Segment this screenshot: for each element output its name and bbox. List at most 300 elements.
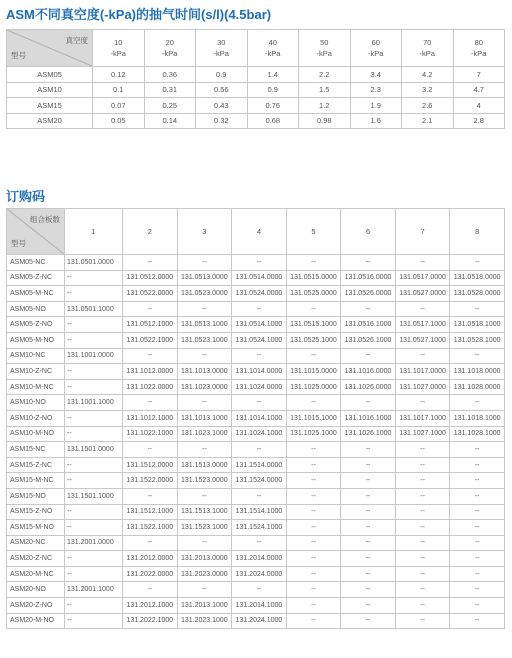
value-cell: -- bbox=[286, 473, 341, 489]
table-row bbox=[7, 113, 505, 129]
value-cell: 1.2 bbox=[299, 98, 351, 114]
value-cell: -- bbox=[450, 301, 505, 317]
value-cell: -- bbox=[450, 488, 505, 504]
value-cell: -- bbox=[65, 332, 123, 348]
value-cell: -- bbox=[395, 566, 450, 582]
column-header: 8 bbox=[450, 209, 505, 255]
value-cell: -- bbox=[450, 348, 505, 364]
value-cell: -- bbox=[341, 535, 396, 551]
table-row bbox=[7, 457, 505, 473]
model-cell: ASM05 bbox=[7, 67, 93, 83]
column-header: 6 bbox=[341, 209, 396, 255]
value-cell: 0.98 bbox=[299, 113, 351, 129]
corner-column-label: 组合板数 bbox=[30, 215, 60, 224]
value-cell: 131.2013.0000 bbox=[177, 551, 232, 567]
value-cell: -- bbox=[450, 566, 505, 582]
value-cell: -- bbox=[65, 286, 123, 302]
value-cell: 131.1015.0000 bbox=[286, 364, 341, 380]
value-cell: -- bbox=[123, 301, 178, 317]
value-cell: -- bbox=[286, 395, 341, 411]
value-cell: -- bbox=[341, 504, 396, 520]
value-cell: -- bbox=[395, 613, 450, 629]
value-cell: -- bbox=[65, 410, 123, 426]
value-cell: -- bbox=[450, 598, 505, 614]
value-cell: -- bbox=[65, 520, 123, 536]
value-cell: 131.1513.0000 bbox=[177, 457, 232, 473]
value-cell: 131.0525.1000 bbox=[286, 332, 341, 348]
model-cell: ASM20-Z-NO bbox=[7, 598, 65, 614]
table-row bbox=[7, 286, 505, 302]
value-cell: -- bbox=[177, 348, 232, 364]
value-cell: -- bbox=[286, 348, 341, 364]
column-header: 7 bbox=[395, 209, 450, 255]
column-header: 50 -kPa bbox=[299, 30, 351, 67]
value-cell: 131.1022.1000 bbox=[123, 426, 178, 442]
value-cell: 131.0501.0000 bbox=[65, 255, 123, 271]
value-cell: -- bbox=[450, 504, 505, 520]
value-cell: 131.1023.0000 bbox=[177, 379, 232, 395]
column-header: 30 -kPa bbox=[196, 30, 248, 67]
model-cell: ASM10-NC bbox=[7, 348, 65, 364]
value-cell: 131.0517.1000 bbox=[395, 317, 450, 333]
value-cell: -- bbox=[65, 566, 123, 582]
value-cell: -- bbox=[232, 255, 287, 271]
value-cell: 3.4 bbox=[350, 67, 402, 83]
value-cell: 131.1001.0000 bbox=[65, 348, 123, 364]
value-cell: -- bbox=[286, 582, 341, 598]
value-cell: 131.0524.1000 bbox=[232, 332, 287, 348]
table-row bbox=[7, 67, 505, 83]
value-cell: -- bbox=[286, 535, 341, 551]
value-cell: 131.1023.1000 bbox=[177, 426, 232, 442]
value-cell: -- bbox=[395, 488, 450, 504]
value-cell: -- bbox=[341, 598, 396, 614]
value-cell: -- bbox=[395, 395, 450, 411]
value-cell: 131.1024.0000 bbox=[232, 379, 287, 395]
value-cell: -- bbox=[450, 582, 505, 598]
value-cell: 131.1001.1000 bbox=[65, 395, 123, 411]
table-row bbox=[7, 473, 505, 489]
model-cell: ASM15-NO bbox=[7, 488, 65, 504]
model-cell: ASM05-M-NC bbox=[7, 286, 65, 302]
model-cell: ASM10-NO bbox=[7, 395, 65, 411]
model-cell: ASM10-M-NC bbox=[7, 379, 65, 395]
value-cell: 131.0518.1000 bbox=[450, 317, 505, 333]
value-cell: -- bbox=[65, 504, 123, 520]
value-cell: 2.1 bbox=[402, 113, 454, 129]
value-cell: -- bbox=[177, 488, 232, 504]
value-cell: 131.0512.1000 bbox=[123, 317, 178, 333]
order-code-table bbox=[6, 208, 505, 629]
value-cell: -- bbox=[123, 395, 178, 411]
value-cell: 131.1017.1000 bbox=[395, 410, 450, 426]
model-cell: ASM20-NO bbox=[7, 582, 65, 598]
value-cell: 131.0528.1000 bbox=[450, 332, 505, 348]
value-cell: 131.2014.0000 bbox=[232, 551, 287, 567]
value-cell: 131.1025.1000 bbox=[286, 426, 341, 442]
value-cell: 131.0524.0000 bbox=[232, 286, 287, 302]
value-cell: 131.1522.1000 bbox=[123, 520, 178, 536]
value-cell: 0.76 bbox=[247, 98, 299, 114]
value-cell: -- bbox=[177, 535, 232, 551]
table-row bbox=[7, 410, 505, 426]
value-cell: 0.32 bbox=[196, 113, 248, 129]
value-cell: 131.0527.0000 bbox=[395, 286, 450, 302]
value-cell: -- bbox=[177, 395, 232, 411]
value-cell: 131.1026.1000 bbox=[341, 426, 396, 442]
value-cell: -- bbox=[232, 301, 287, 317]
value-cell: 2.3 bbox=[350, 82, 402, 98]
value-cell: -- bbox=[341, 255, 396, 271]
table-row bbox=[7, 598, 505, 614]
value-cell: 131.1015.1000 bbox=[286, 410, 341, 426]
value-cell: -- bbox=[65, 317, 123, 333]
value-cell: -- bbox=[65, 270, 123, 286]
value-cell: 131.2001.0000 bbox=[65, 535, 123, 551]
table-header-row bbox=[7, 30, 505, 67]
value-cell: 131.1514.0000 bbox=[232, 457, 287, 473]
value-cell: 0.31 bbox=[144, 82, 196, 98]
value-cell: -- bbox=[341, 457, 396, 473]
value-cell: 131.1027.0000 bbox=[395, 379, 450, 395]
value-cell: -- bbox=[395, 473, 450, 489]
value-cell: 131.1513.1000 bbox=[177, 504, 232, 520]
value-cell: 0.9 bbox=[196, 67, 248, 83]
model-cell: ASM10 bbox=[7, 82, 93, 98]
value-cell: 2.2 bbox=[299, 67, 351, 83]
value-cell: -- bbox=[123, 488, 178, 504]
value-cell: 131.0522.0000 bbox=[123, 286, 178, 302]
section-title-evacuation-time: ASM不同真空度(-kPa)的抽气时间(s/l)(4.5bar) bbox=[6, 7, 272, 22]
table-row bbox=[7, 270, 505, 286]
model-cell: ASM05-Z-NC bbox=[7, 270, 65, 286]
value-cell: 131.0522.1000 bbox=[123, 332, 178, 348]
table-row bbox=[7, 364, 505, 380]
value-cell: 4.2 bbox=[402, 67, 454, 83]
value-cell: -- bbox=[395, 504, 450, 520]
corner-row-label: 型号 bbox=[11, 239, 26, 248]
value-cell: -- bbox=[395, 301, 450, 317]
value-cell: -- bbox=[450, 395, 505, 411]
value-cell: 131.1017.0000 bbox=[395, 364, 450, 380]
value-cell: -- bbox=[341, 395, 396, 411]
model-cell: ASM15-M-NO bbox=[7, 520, 65, 536]
model-cell: ASM05-M-NO bbox=[7, 332, 65, 348]
value-cell: 131.1013.0000 bbox=[177, 364, 232, 380]
value-cell: -- bbox=[65, 598, 123, 614]
value-cell: -- bbox=[286, 301, 341, 317]
value-cell: -- bbox=[65, 613, 123, 629]
value-cell: 131.0523.0000 bbox=[177, 286, 232, 302]
column-header: 60 -kPa bbox=[350, 30, 402, 67]
value-cell: -- bbox=[341, 551, 396, 567]
table-row bbox=[7, 395, 505, 411]
value-cell: 131.0501.1000 bbox=[65, 301, 123, 317]
table-row bbox=[7, 551, 505, 567]
value-cell: -- bbox=[341, 582, 396, 598]
value-cell: -- bbox=[450, 473, 505, 489]
value-cell: -- bbox=[450, 442, 505, 458]
model-cell: ASM15-NC bbox=[7, 442, 65, 458]
value-cell: -- bbox=[450, 535, 505, 551]
value-cell: -- bbox=[450, 457, 505, 473]
value-cell: 0.9 bbox=[247, 82, 299, 98]
value-cell: 131.1523.1000 bbox=[177, 520, 232, 536]
value-cell: -- bbox=[341, 301, 396, 317]
value-cell: 131.2024.0000 bbox=[232, 566, 287, 582]
value-cell: 131.1028.0000 bbox=[450, 379, 505, 395]
value-cell: -- bbox=[341, 442, 396, 458]
value-cell: -- bbox=[123, 348, 178, 364]
value-cell: -- bbox=[341, 348, 396, 364]
value-cell: -- bbox=[395, 442, 450, 458]
value-cell: 131.2013.1000 bbox=[177, 598, 232, 614]
value-cell: 131.2024.1000 bbox=[232, 613, 287, 629]
value-cell: -- bbox=[286, 551, 341, 567]
value-cell: -- bbox=[395, 255, 450, 271]
value-cell: 131.1013.1000 bbox=[177, 410, 232, 426]
value-cell: -- bbox=[450, 255, 505, 271]
value-cell: -- bbox=[65, 364, 123, 380]
column-header: 1 bbox=[65, 209, 123, 255]
table-row bbox=[7, 317, 505, 333]
value-cell: 1.6 bbox=[350, 113, 402, 129]
value-cell: -- bbox=[232, 348, 287, 364]
value-cell: -- bbox=[232, 488, 287, 504]
value-cell: 1.4 bbox=[247, 67, 299, 83]
value-cell: -- bbox=[450, 551, 505, 567]
value-cell: -- bbox=[286, 442, 341, 458]
model-cell: ASM20-Z-NC bbox=[7, 551, 65, 567]
table-row bbox=[7, 613, 505, 629]
value-cell: -- bbox=[177, 255, 232, 271]
value-cell: -- bbox=[65, 473, 123, 489]
value-cell: 0.05 bbox=[93, 113, 145, 129]
value-cell: -- bbox=[341, 520, 396, 536]
value-cell: 0.43 bbox=[196, 98, 248, 114]
evacuation-time-table bbox=[6, 29, 505, 129]
value-cell: 4 bbox=[453, 98, 505, 114]
value-cell: 131.1018.1000 bbox=[450, 410, 505, 426]
table-row bbox=[7, 504, 505, 520]
value-cell: 4.7 bbox=[453, 82, 505, 98]
model-cell: ASM20 bbox=[7, 113, 93, 129]
table-row bbox=[7, 566, 505, 582]
table-row bbox=[7, 520, 505, 536]
value-cell: 1.5 bbox=[299, 82, 351, 98]
corner-header-cell bbox=[7, 209, 65, 255]
value-cell: 131.1022.0000 bbox=[123, 379, 178, 395]
value-cell: 131.2012.1000 bbox=[123, 598, 178, 614]
value-cell: 131.1016.0000 bbox=[341, 364, 396, 380]
value-cell: 131.1016.1000 bbox=[341, 410, 396, 426]
value-cell: 131.0513.1000 bbox=[177, 317, 232, 333]
model-cell: ASM15-M-NC bbox=[7, 473, 65, 489]
corner-column-label: 真空度 bbox=[65, 36, 88, 45]
value-cell: 131.1512.0000 bbox=[123, 457, 178, 473]
value-cell: 0.25 bbox=[144, 98, 196, 114]
model-cell: ASM20-NC bbox=[7, 535, 65, 551]
value-cell: -- bbox=[286, 255, 341, 271]
table-row bbox=[7, 535, 505, 551]
value-cell: 131.2012.0000 bbox=[123, 551, 178, 567]
value-cell: 131.0516.1000 bbox=[341, 317, 396, 333]
value-cell: -- bbox=[65, 551, 123, 567]
value-cell: 131.1028.1000 bbox=[450, 426, 505, 442]
table-row bbox=[7, 379, 505, 395]
value-cell: -- bbox=[450, 613, 505, 629]
value-cell: 131.0515.1000 bbox=[286, 317, 341, 333]
value-cell: -- bbox=[65, 457, 123, 473]
table-row bbox=[7, 98, 505, 114]
value-cell: 131.0517.0000 bbox=[395, 270, 450, 286]
value-cell: 131.2001.1000 bbox=[65, 582, 123, 598]
model-cell: ASM05-NC bbox=[7, 255, 65, 271]
table-row bbox=[7, 332, 505, 348]
value-cell: 131.1524.1000 bbox=[232, 520, 287, 536]
value-cell: -- bbox=[65, 426, 123, 442]
value-cell: 0.56 bbox=[196, 82, 248, 98]
section-title-order-code: 订购码 bbox=[6, 189, 46, 204]
table-row bbox=[7, 442, 505, 458]
value-cell: 0.68 bbox=[247, 113, 299, 129]
value-cell: 131.0512.0000 bbox=[123, 270, 178, 286]
value-cell: -- bbox=[395, 551, 450, 567]
value-cell: -- bbox=[395, 348, 450, 364]
value-cell: 1.9 bbox=[350, 98, 402, 114]
value-cell: -- bbox=[177, 582, 232, 598]
model-cell: ASM15-Z-NO bbox=[7, 504, 65, 520]
value-cell: 131.1025.0000 bbox=[286, 379, 341, 395]
value-cell: 131.0514.1000 bbox=[232, 317, 287, 333]
table-row bbox=[7, 348, 505, 364]
value-cell: -- bbox=[341, 566, 396, 582]
value-cell: -- bbox=[341, 473, 396, 489]
table-row bbox=[7, 301, 505, 317]
value-cell: 131.2023.1000 bbox=[177, 613, 232, 629]
value-cell: 131.0518.0000 bbox=[450, 270, 505, 286]
value-cell: 131.1014.1000 bbox=[232, 410, 287, 426]
value-cell: -- bbox=[123, 535, 178, 551]
value-cell: 131.1523.0000 bbox=[177, 473, 232, 489]
table-row bbox=[7, 82, 505, 98]
value-cell: 131.1501.1000 bbox=[65, 488, 123, 504]
value-cell: 131.2022.0000 bbox=[123, 566, 178, 582]
value-cell: 131.1026.0000 bbox=[341, 379, 396, 395]
value-cell: -- bbox=[123, 582, 178, 598]
value-cell: -- bbox=[286, 566, 341, 582]
table-header-row bbox=[7, 209, 505, 255]
value-cell: 131.1018.0000 bbox=[450, 364, 505, 380]
value-cell: -- bbox=[65, 379, 123, 395]
model-cell: ASM10-Z-NO bbox=[7, 410, 65, 426]
column-header: 70 -kPa bbox=[402, 30, 454, 67]
value-cell: 131.1027.1000 bbox=[395, 426, 450, 442]
model-cell: ASM15 bbox=[7, 98, 93, 114]
value-cell: -- bbox=[232, 395, 287, 411]
value-cell: 0.12 bbox=[93, 67, 145, 83]
value-cell: -- bbox=[286, 488, 341, 504]
value-cell: -- bbox=[286, 504, 341, 520]
value-cell: -- bbox=[123, 442, 178, 458]
value-cell: -- bbox=[232, 535, 287, 551]
value-cell: -- bbox=[395, 598, 450, 614]
model-cell: ASM05-Z-NO bbox=[7, 317, 65, 333]
column-header: 4 bbox=[232, 209, 287, 255]
model-cell: ASM10-M-NO bbox=[7, 426, 65, 442]
value-cell: 131.1522.0000 bbox=[123, 473, 178, 489]
table-row bbox=[7, 488, 505, 504]
value-cell: 131.1514.1000 bbox=[232, 504, 287, 520]
table-row bbox=[7, 255, 505, 271]
value-cell: -- bbox=[123, 255, 178, 271]
model-cell: ASM15-Z-NC bbox=[7, 457, 65, 473]
table-row bbox=[7, 582, 505, 598]
value-cell: -- bbox=[286, 598, 341, 614]
value-cell: 0.14 bbox=[144, 113, 196, 129]
value-cell: 0.36 bbox=[144, 67, 196, 83]
value-cell: 131.1012.1000 bbox=[123, 410, 178, 426]
column-header: 80 -kPa bbox=[453, 30, 505, 67]
column-header: 20 -kPa bbox=[144, 30, 196, 67]
value-cell: -- bbox=[177, 301, 232, 317]
value-cell: 131.1024.1000 bbox=[232, 426, 287, 442]
value-cell: 131.1014.0000 bbox=[232, 364, 287, 380]
value-cell: -- bbox=[395, 535, 450, 551]
value-cell: -- bbox=[395, 457, 450, 473]
value-cell: 131.2022.1000 bbox=[123, 613, 178, 629]
model-cell: ASM20-M-NC bbox=[7, 566, 65, 582]
value-cell: 131.2023.0000 bbox=[177, 566, 232, 582]
value-cell: 131.0515.0000 bbox=[286, 270, 341, 286]
value-cell: 131.0514.0000 bbox=[232, 270, 287, 286]
value-cell: 131.0516.0000 bbox=[341, 270, 396, 286]
value-cell: 131.0525.0000 bbox=[286, 286, 341, 302]
value-cell: 0.07 bbox=[93, 98, 145, 114]
value-cell: -- bbox=[286, 520, 341, 536]
value-cell: -- bbox=[450, 520, 505, 536]
value-cell: 131.0527.1000 bbox=[395, 332, 450, 348]
value-cell: -- bbox=[286, 457, 341, 473]
value-cell: -- bbox=[232, 442, 287, 458]
value-cell: 131.0528.0000 bbox=[450, 286, 505, 302]
column-header: 10 -kPa bbox=[93, 30, 145, 67]
value-cell: 131.1524.0000 bbox=[232, 473, 287, 489]
value-cell: 131.1012.0000 bbox=[123, 364, 178, 380]
model-cell: ASM20-M-NO bbox=[7, 613, 65, 629]
value-cell: 131.2014.1000 bbox=[232, 598, 287, 614]
value-cell: 131.0523.1000 bbox=[177, 332, 232, 348]
model-cell: ASM10-Z-NC bbox=[7, 364, 65, 380]
column-header: 5 bbox=[286, 209, 341, 255]
value-cell: 131.0526.1000 bbox=[341, 332, 396, 348]
value-cell: 2.6 bbox=[402, 98, 454, 114]
value-cell: 131.1501.0000 bbox=[65, 442, 123, 458]
corner-row-label: 型号 bbox=[11, 51, 26, 60]
column-header: 3 bbox=[177, 209, 232, 255]
value-cell: -- bbox=[395, 520, 450, 536]
value-cell: -- bbox=[341, 613, 396, 629]
value-cell: 7 bbox=[453, 67, 505, 83]
table-row bbox=[7, 426, 505, 442]
value-cell: -- bbox=[286, 613, 341, 629]
value-cell: -- bbox=[341, 488, 396, 504]
value-cell: 131.1512.1000 bbox=[123, 504, 178, 520]
value-cell: -- bbox=[177, 442, 232, 458]
column-header: 2 bbox=[123, 209, 178, 255]
model-cell: ASM05-NO bbox=[7, 301, 65, 317]
value-cell: 131.0526.0000 bbox=[341, 286, 396, 302]
